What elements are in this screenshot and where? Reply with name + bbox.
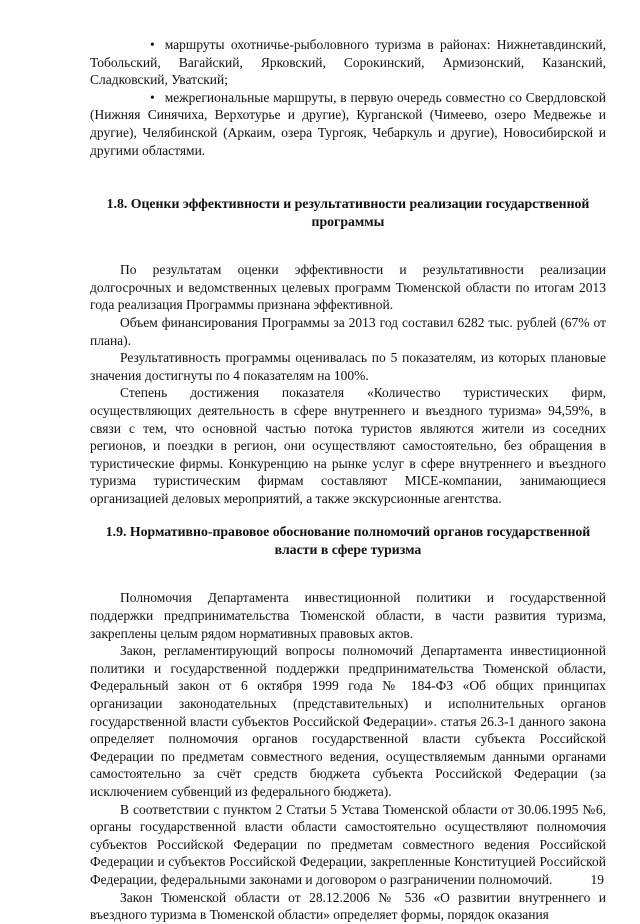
paragraph: Объем финансирования Программы за 2013 год составил 6282 тыс. рублей (67% от плана). <box>90 314 606 348</box>
paragraph: Результативность программы оценивалась по 5 показателям, из которых плановые значения достигнуты по 4 показателям на 100%. <box>90 350 606 383</box>
page-number: 19 <box>590 872 604 887</box>
bullet-icon: • <box>150 89 155 105</box>
paragraph: По результатам оценки эффективности и результативности реализации долгосрочных и ведомственных целевых программ Тюменской области по итогам 2013 года реализация Программы признана эффективной. <box>90 262 606 313</box>
paragraph: Степень достижения показателя «Количество туристических фирм, осуществляющих деятельность в сфере внутреннего и въездного туризма» 94,59%, в связи с тем, что основной частью потока туристов являются жители из соседних регионов, и поездки в регион, они осуществляют самостоятельно, без обращения в туристические фирмы. Конкуренцию на рынке услуг в сфере внутреннего и въездного туризма туристическим фирмам составляют MICE-компании, занимающиеся организацией деловых мероприятий, а также экскурсионные агентства. <box>90 385 606 506</box>
paragraph: Полномочия Департамента инвестиционной политики и государственной поддержки предпринимательства Тюменской области, в части развития туризма, закреплены целым рядом нормативных правовых актов. <box>90 590 606 641</box>
section-heading: 1.8. Оценки эффективности и результативности реализации государственной программы <box>106 196 590 230</box>
paragraph: В соответствии с пунктом 2 Статьи 5 Устава Тюменской области от 30.06.1995 №6, органы государственной власти области самостоятельно осуществляют полномочия субъектов Российской Федерации по предметам совместного ведения Российской Федерации и субъектов Российской Федерации, закрепленные Конституцией Российской Федерации, федеральными законами и договором о разграничении полномочий. <box>90 801 606 887</box>
paragraph: Закон Тюменской области от 28.12.2006 № 536 «О развитии внутреннего и въездного туризма в Тюменской области» определяет формы, порядок оказания <box>90 889 606 923</box>
bullet-item: • маршруты охотничье-рыболовного туризма в районах: Нижнетавдинский, Тобольский, Вагайский, Ярковский, Сорокинский, Армизонский, Казанский, Сладковский, Уватский; <box>90 37 606 88</box>
bullet-item: • межрегиональные маршруты, в первую очередь совместно со Свердловской (Нижняя Синячиха, Верхотурье и другие), Курганской (Чимеево, озеро Медвежье и другие), Челябинской (Аркаим, озера Тургояк, Чебаркуль и другие), Новосибирской и другими областями. <box>90 89 606 158</box>
bullet-icon: • <box>150 37 155 52</box>
section-heading: 1.9. Нормативно-правовое обоснование полномочий органов государственной власти в сфере туризма <box>105 524 591 558</box>
paragraph: Закон, регламентирующий вопросы полномочий Департамента инвестиционной политики и государственной поддержки предпринимательства Тюменской области, Федеральный закон от 6 октября 1999 года № 184-ФЗ «Об общих принципах организации законодательных (представительных) и исполнительных органов государственной власти субъектов Российской Федерации». статья 26.3-1 данного закона определяет полномочия органов государственной власти субъекта Российской Федерации по предметам совместного ведения, осуществляемым данными органами самостоятельно за счёт средств бюджета субъекта Российской Федерации (за исключением субвенций из федерального бюджета). <box>90 643 606 799</box>
